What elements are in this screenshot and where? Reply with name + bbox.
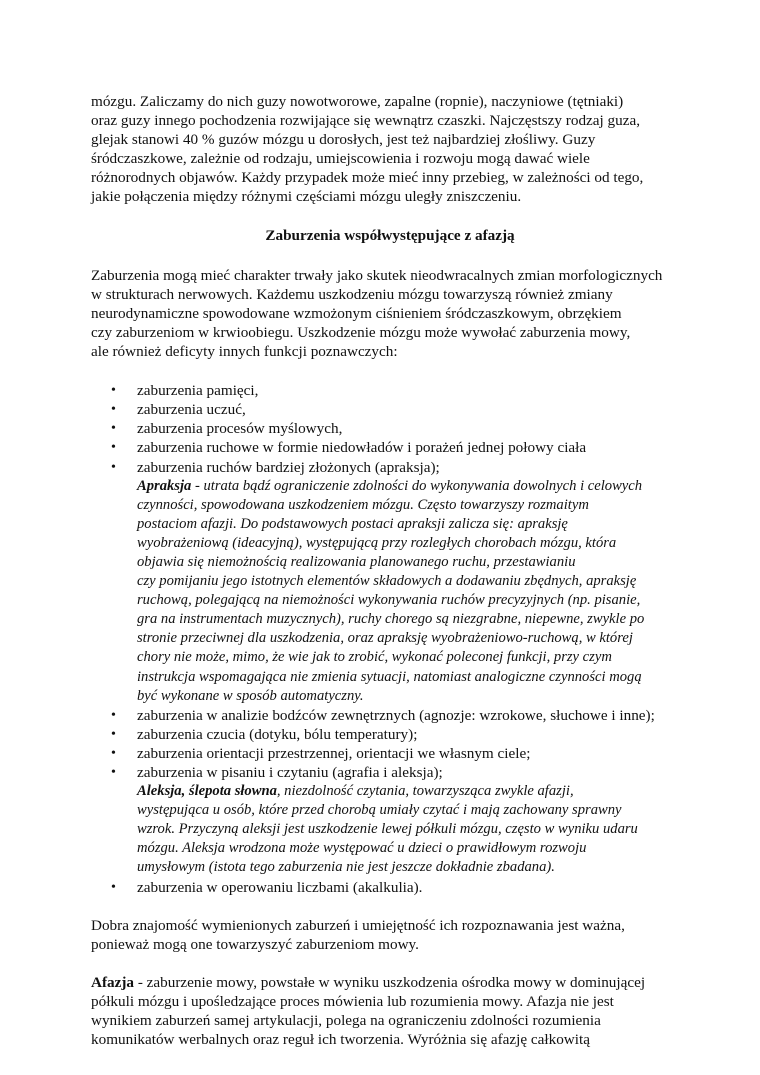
text-line: ponieważ mogą one towarzyszyć zaburzeniom mowy. <box>91 935 419 953</box>
disorders-list <box>91 381 681 897</box>
text-line: Zaburzenia mogą mieć charakter trwały jako skutek nieodwracalnych zmian morfologicznych <box>91 266 663 284</box>
definition-line: mózgu. Aleksja wrodzona może występować u dzieci o prawidłowym rozwoju <box>137 840 587 857</box>
text-line: jakie połączenia między różnymi częściami mózgu uległy zniszczeniu. <box>91 188 522 206</box>
list-item-text: zaburzenia orientacji przestrzennej, orientacji we własnym ciele; <box>137 744 531 762</box>
list-item <box>91 744 681 763</box>
definition-term: Apraksja <box>137 477 192 494</box>
afazja-paragraph <box>91 973 681 1049</box>
list-item <box>91 438 681 457</box>
document-page <box>91 92 681 1049</box>
definition-line: wzrok. Przyczyną aleksji jest uszkodzenie lewej półkuli mózgu, często w wyniku udaru <box>137 821 638 838</box>
afazja-text: - zaburzenie mowy, powstałe w wyniku uszkodzenia ośrodka mowy w dominującej <box>134 973 646 991</box>
definition-line: objawia się niemożnością realizowania planowanego ruchu, przestawianiu <box>137 553 576 570</box>
definition-text: , niezdolność czytania, towarzysząca zwykle afazji, <box>276 783 574 800</box>
text-line: śródczaszkowe, zależnie od rodzaju, umiejscowienia i rozwoju mogą dawać wiele <box>91 150 590 168</box>
bullet-icon: • <box>111 745 116 761</box>
bullet-icon: • <box>111 765 116 780</box>
text-line: czy zaburzeniom w krwioobiegu. Uszkodzenie mózgu może wywołać zaburzenia mowy, <box>91 323 631 341</box>
intro-paragraph <box>91 92 681 207</box>
definition-line: gra na instrumentach muzycznych), ruchy chorego są niezgrabne, niepewne, zwykle po <box>137 611 645 628</box>
section-heading: Zaburzenia współwystępujące z afazją <box>265 226 515 244</box>
list-item-text: zaburzenia czucia (dotyku, bólu temperatury); <box>137 725 418 743</box>
definition-line: czynności, spowodowana uszkodzeniem mózgu. Często towarzyszy rozmaitym <box>137 496 589 513</box>
definition-line: występująca u osób, które przed chorobą umiały czytać i mają zachowany sprawny <box>137 802 622 819</box>
text-line: ale również deficyty innych funkcji poznawczych: <box>91 343 398 361</box>
list-item <box>91 419 681 438</box>
definition-line: umysłowym (istota tego zaburzenia nie jest jeszcze dokładnie zbadana). <box>137 859 555 876</box>
list-item <box>91 706 681 725</box>
list-item-text: zaburzenia w pisaniu i czytaniu (agrafia i aleksja); <box>137 764 443 781</box>
text-line: oraz guzy innego pochodzenia rozwijające się wewnątrz czaszki. Najczęstszy rodzaj guza, <box>91 112 641 130</box>
list-item <box>91 381 681 400</box>
closing-paragraph <box>91 916 681 954</box>
definition-first-line <box>137 782 681 801</box>
bullet-icon: • <box>111 421 116 437</box>
bullet-icon: • <box>111 707 116 723</box>
text-line: półkuli mózgu i upośledzające proces mówienia lub rozumienia mowy. Afazja nie jest <box>91 992 614 1010</box>
definition-line: czy pomijaniu jego istotnych elementów składowych a dodawaniu zbędnych, apraksję <box>137 573 637 590</box>
definition-line: stronie przeciwnej dla uszkodzenia, oraz apraksję wyobrażeniowo-ruchową, w której <box>137 630 633 647</box>
text-line: glejak stanowi 40 % guzów mózgu u dorosłych, jest też najbardziej złośliwy. Guzy <box>91 131 596 149</box>
text-line: Dobra znajomość wymienionych zaburzeń i umiejętność ich rozpoznawania jest ważna, <box>91 916 625 934</box>
bullet-icon: • <box>111 383 116 399</box>
afazja-term: Afazja <box>91 973 135 991</box>
bullet-icon: • <box>111 402 116 418</box>
definition-text: - utrata bądź ograniczenie zdolności do wykonywania dowolnych i celowych <box>191 477 643 494</box>
list-item-text: zaburzenia w operowaniu liczbami (akalkulia). <box>137 878 423 896</box>
text-line: mózgu. Zaliczamy do nich guzy nowotworowe, zapalne (ropnie), naczyniowe (tętniaki) <box>91 93 624 110</box>
bullet-icon: • <box>111 726 116 742</box>
bullet-icon: • <box>111 440 116 456</box>
list-item <box>91 400 681 419</box>
definition-first-line <box>137 477 681 496</box>
list-item <box>91 725 681 744</box>
apraksja-definition <box>137 477 681 706</box>
list-item-text: zaburzenia ruchów bardziej złożonych (apraksja); <box>137 458 440 476</box>
list-item-apraksja <box>91 458 681 706</box>
afazja-first-line <box>91 973 681 992</box>
bullet-icon: • <box>111 879 116 895</box>
list-item-text: zaburzenia ruchowe w formie niedowładów i porażeń jednej połowy ciała <box>137 439 587 457</box>
definition-term: Aleksja, ślepota słowna <box>137 783 277 800</box>
text-line: neurodynamiczne spowodowane wzmożonym ciśnieniem śródczaszkowym, obrzękiem <box>91 304 622 322</box>
list-item-aleksja <box>91 763 681 878</box>
text-line: różnorodnych objawów. Każdy przypadek może mieć inny przebieg, w zależności od tego, <box>91 169 644 187</box>
section-paragraph <box>91 266 681 361</box>
text-line: komunikatów werbalnych oraz reguł ich tworzenia. Wyróżnia się afazję całkowitą <box>91 1031 590 1049</box>
definition-line: chory nie może, mimo, że wie jak to zrobić, wykonać poleconej funkcji, przy czym <box>137 649 612 666</box>
definition-line: instrukcja wspomagająca nie zmienia sytuacji, natomiast analogiczne czynności mogą <box>137 668 642 685</box>
list-item-text: zaburzenia uczuć, <box>137 401 246 419</box>
text-line: w strukturach nerwowych. Każdemu uszkodzeniu mózgu towarzyszą również zmiany <box>91 285 613 303</box>
text-line: wynikiem zaburzeń samej artykulacji, polega na ograniczeniu zdolności rozumienia <box>91 1012 601 1030</box>
bullet-icon: • <box>111 459 116 475</box>
list-item-text: zaburzenia pamięci, <box>137 382 259 400</box>
definition-line: być wykonane w sposób automatyczny. <box>137 687 364 704</box>
definition-line: wyobrażeniową (ideacyjną), występującą przy rozległych chorobach mózgu, która <box>137 534 617 551</box>
aleksja-definition <box>137 782 681 877</box>
definition-line: ruchową, polegającą na niemożności wykonywania ruchów precyzyjnych (np. pisanie, <box>137 592 641 609</box>
definition-line: postaciom afazji. Do podstawowych postaci apraksji zalicza się: apraksję <box>137 515 568 532</box>
list-item <box>91 878 681 897</box>
list-item-text: zaburzenia procesów myślowych, <box>137 420 343 438</box>
list-item-text: zaburzenia w analizie bodźców zewnętrznych (agnozje: wzrokowe, słuchowe i inne); <box>137 706 655 724</box>
